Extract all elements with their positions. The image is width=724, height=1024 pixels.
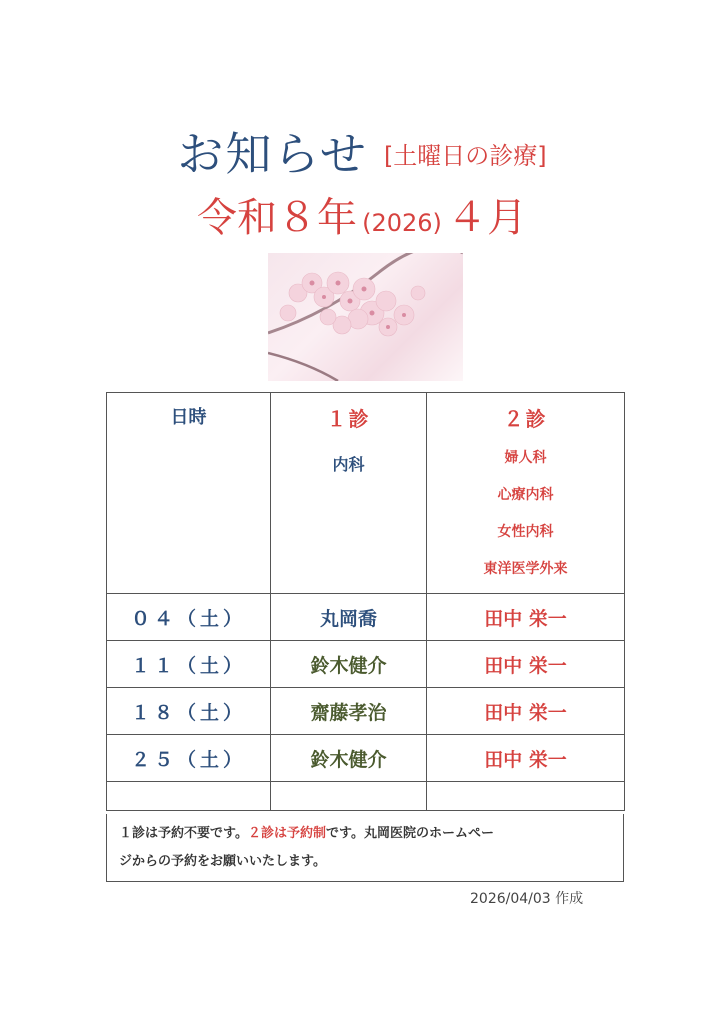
empty-row — [107, 782, 625, 811]
clinic2-label: ２診 — [503, 407, 548, 431]
clinic2-dept: 女性内科 — [497, 524, 554, 540]
header-clinic2 — [427, 393, 625, 594]
header-datetime-label: 日時 — [170, 407, 207, 428]
reservation-note — [106, 814, 624, 882]
header-clinic1 — [271, 393, 427, 594]
clinic2-dept-list — [427, 440, 624, 588]
row-date: ０４（土） — [107, 594, 271, 641]
note-part1: １診は予約不要です。 — [119, 826, 248, 841]
clinic2-dept: 婦人科 — [504, 450, 547, 466]
row-doctor2: 田中 栄一 — [427, 735, 625, 782]
row-date: ２５（土） — [107, 735, 271, 782]
table-row — [107, 594, 625, 641]
title-main: お知らせ — [177, 127, 368, 181]
title-subtitle: [土曜日の診療] — [383, 142, 547, 170]
table-row — [107, 641, 625, 688]
header-datetime — [107, 393, 271, 594]
cherry-blossom-photo — [268, 253, 463, 381]
cherry-blossom-icon — [268, 253, 463, 381]
clinic1-label: １診 — [326, 407, 371, 431]
table-row — [107, 688, 625, 735]
row-date: １１（土） — [107, 641, 271, 688]
note-part2: ２診は予約制 — [247, 826, 326, 841]
row-doctor2: 田中 栄一 — [427, 594, 625, 641]
row-doctor2: 田中 栄一 — [427, 688, 625, 735]
table-header-row — [107, 393, 625, 594]
notice-title — [0, 118, 724, 184]
row-doctor1: 齋藤孝治 — [271, 688, 427, 735]
row-doctor1: 丸岡喬 — [271, 594, 427, 641]
month: ４月 — [447, 195, 527, 241]
row-doctor2: 田中 栄一 — [427, 641, 625, 688]
clinic2-dept: 東洋医学外来 — [483, 561, 568, 577]
era-year: 令和８年 — [197, 195, 357, 241]
row-date: １８（土） — [107, 688, 271, 735]
row-doctor1: 鈴木健介 — [271, 641, 427, 688]
table-row — [107, 735, 625, 782]
clinic1-dept: 内科 — [332, 455, 365, 474]
clinic2-dept: 心療内科 — [497, 487, 554, 503]
note-part3: です。丸岡医院のホームペー — [325, 826, 494, 841]
note-part4: ジからの予約をお願いいたします。 — [119, 854, 326, 869]
schedule-table — [106, 392, 625, 811]
row-doctor1: 鈴木健介 — [271, 735, 427, 782]
empty-cell — [271, 782, 427, 811]
created-date: 2026/04/03 作成 — [470, 891, 584, 907]
western-year: (2026) — [362, 209, 442, 237]
empty-cell — [107, 782, 271, 811]
empty-cell — [427, 782, 625, 811]
date-heading — [0, 186, 724, 243]
